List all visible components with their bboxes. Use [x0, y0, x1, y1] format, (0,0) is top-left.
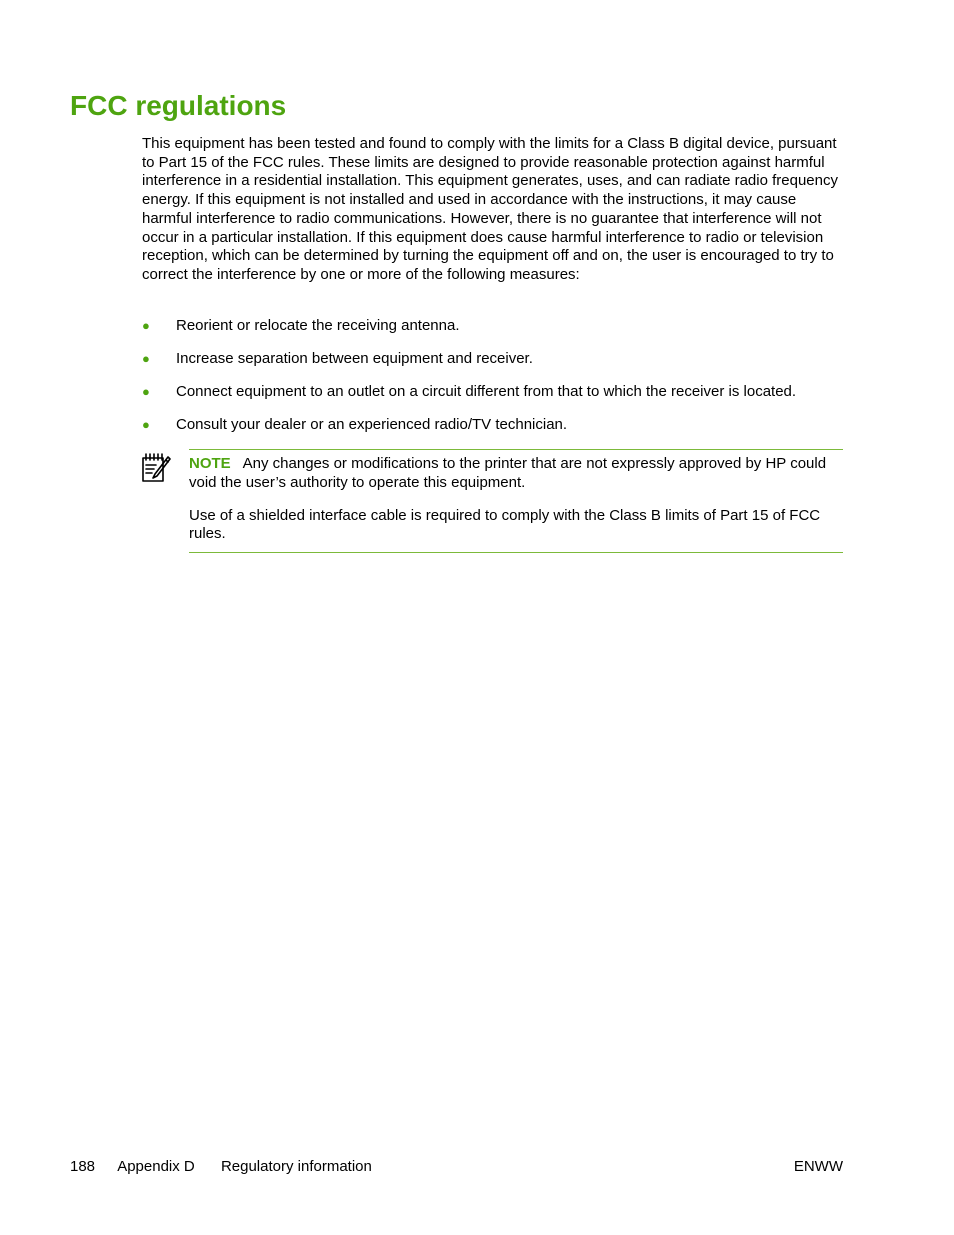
list-item-text: Reorient or relocate the receiving antenna. [176, 317, 460, 334]
intro-paragraph: This equipment has been tested and found to comply with the limits for a Class B digital device, pursuant to Part 15 of the FCC rules. These limits are designed to provide reasonable protection against harmful interference in a residential installation. This equipment generates, uses, and can radiate radio frequency energy. If this equipment is not installed and used in accordance with the instructions, it may cause harmful interference to radio communications. However, there is no guarantee that interference will not occur in a particular installation. If this equipment does cause harmful interference to radio or television reception, which can be determined by turning the equipment off and on, the user is encouraged to try to correct the interference by one or more of the following measures: [142, 135, 838, 283]
list-item-text: Connect equipment to an outlet on a circuit different from that to which the receiver is located. [176, 382, 797, 400]
footer-locale: ENWW [793, 1158, 843, 1175]
page-title: FCC regulations [70, 90, 287, 121]
list-item [142, 383, 842, 402]
measures-list [142, 317, 842, 449]
bullet-icon: ● [142, 318, 150, 333]
note-text: Any changes or modifications to the printer that are not expressly approved by HP could void the user’s authority to operate this equipment. [189, 455, 827, 491]
note-pad-icon [141, 452, 171, 484]
bullet-icon: ● [142, 383, 150, 399]
note-paragraph [189, 455, 843, 492]
list-item [142, 350, 842, 369]
footer-left [70, 1158, 843, 1176]
list-item [142, 416, 842, 435]
page-footer [70, 1158, 843, 1176]
footer-section: Regulatory information [220, 1158, 372, 1175]
note-paragraph-2: Use of a shielded interface cable is required to comply with the Class B limits of Part 15 of FCC rules. [189, 506, 821, 543]
note-label: NOTE [189, 455, 231, 472]
list-item [142, 317, 842, 336]
list-item-text: Increase separation between equipment and receiver. [176, 349, 533, 367]
bullet-icon: ● [142, 350, 150, 366]
footer-appendix: Appendix D [117, 1158, 195, 1175]
list-item-text: Consult your dealer or an experienced radio/TV technician. [176, 415, 568, 433]
note-box [189, 449, 843, 553]
bullet-icon: ● [142, 416, 150, 432]
page-number: 188 [70, 1158, 96, 1175]
